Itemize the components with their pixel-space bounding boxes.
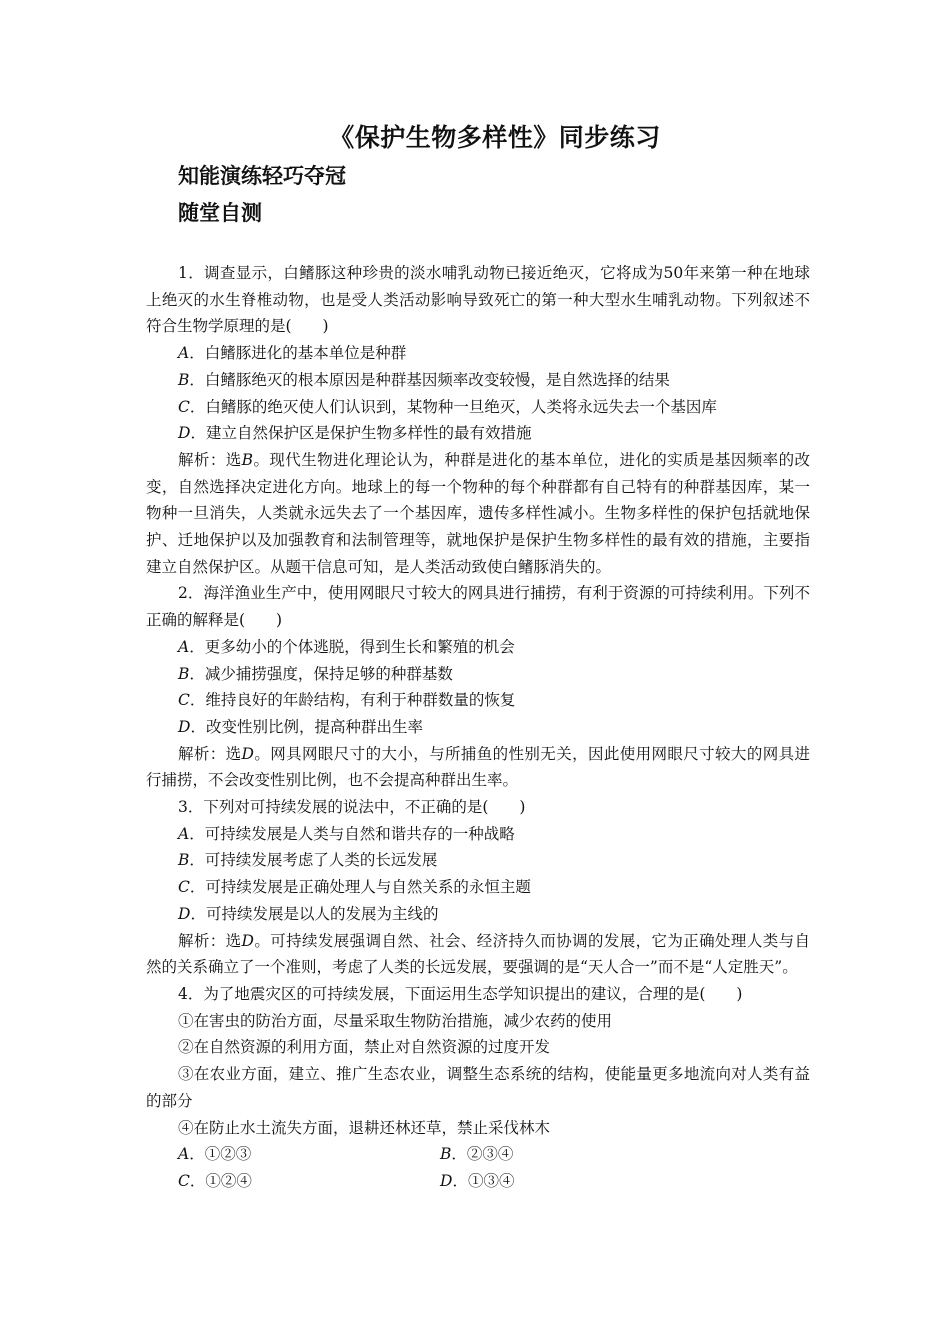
question-1-option-b: B．白鳍豚绝灭的根本原因是种群基因频率改变较慢，是自然选择的结果 [178,370,670,389]
question-1-option-a: A．白鳍豚进化的基本单位是种群 [178,344,407,363]
question-1-stem: 1．调查显示，白鳍豚这种珍贵的淡水哺乳动物已接近绝灭，它将成为50年来第一种在地球上绝灭的水生脊椎动物，也是受人类活动影响导致死亡的第一种大型水生哺乳动物。下列叙述不符合生物学原理的是( ) [146,264,810,336]
question-3-option-d: D．可持续发展是以人的发展为主线的 [178,904,439,923]
question-4-options-row-1 [146,1141,810,1168]
question-1-option-d: D．建立自然保护区是保护生物多样性的最有效措施 [178,424,532,443]
question-4-options-row-2 [146,1168,810,1195]
question-4-item-4: ④在防止水土流失方面，退耕还林还草，禁止采伐林木 [178,1118,551,1137]
question-3-option-a: A．可持续发展是人类与自然和谐共存的一种战略 [178,824,515,843]
question-1-analysis: 解析：选B。现代生物进化理论认为，种群是进化的基本单位，进化的实质是基因频率的改变，自然选择决定进化方向。地球上的每一个物种的每个种群都有自己特有的种群基因库，某一物种一旦消失，人类就永远失去了一个基因库，遗传多样性减小。生物多样性的保护包括就地保护、迁地保护以及加强教育和法制管理等，就地保护是保护生物多样性的最有效的措施，主要指建立自然保护区。从题干信息可知，是人类活动致使白鳍豚消失的。 [146,450,810,576]
question-3-option-c: C．可持续发展是正确处理人与自然关系的永恒主题 [178,878,531,897]
question-4-option-a: A．①②③ [178,1145,252,1164]
question-4-item-3: ③在农业方面，建立、推广生态农业，调整生态系统的结构，使能量更多地流向对人类有益的部分 [146,1065,810,1110]
question-2-option-a: A．更多幼小的个体逃脱，得到生长和繁殖的机会 [178,637,515,656]
question-2-option-c: C．维持良好的年龄结构，有利于种群数量的恢复 [178,691,516,710]
question-4-item-1: ①在害虫的防治方面，尽量采取生物防治措施，减少农药的使用 [178,1011,613,1030]
question-3-analysis: 解析：选D。可持续发展强调自然、社会、经济持久而协调的发展，它为正确处理人类与自然的关系确立了一个准则，考虑了人类的长远发展，要强调的是“天人合一”而不是“人定胜天”。 [146,931,810,977]
question-3-stem: 3．下列对可持续发展的说法中，不正确的是( ) [178,798,526,817]
section-heading-practice: 知能演练轻巧夺冠 [178,163,346,188]
question-list [146,260,810,1195]
question-2-option-b: B．减少捕捞强度，保持足够的种群基数 [178,664,453,683]
question-4-stem: 4．为了地震灾区的可持续发展，下面运用生态学知识提出的建议，合理的是( ) [178,984,743,1003]
question-4-option-b: B．②③④ [440,1145,514,1164]
question-2-analysis: 解析：选D。网具网眼尺寸的大小，与所捕鱼的性别无关，因此使用网眼尺寸较大的网具进行捕捞，不会改变性别比例，也不会提高种群出生率。 [146,744,810,790]
question-1-option-c: C．白鳍豚的绝灭使人们认识到，某物种一旦绝灭，人类将永远失去一个基因库 [178,397,717,416]
question-4-item-2: ②在自然资源的利用方面，禁止对自然资源的过度开发 [178,1038,551,1057]
question-2-option-d: D．改变性别比例，提高种群出生率 [178,717,423,736]
question-4-option-d: D．①③④ [440,1171,515,1190]
section-heading-quiz: 随堂自测 [178,200,262,225]
question-4-option-c: C．①②④ [178,1171,252,1190]
question-2-stem: 2．海洋渔业生产中，使用网眼尺寸较大的网具进行捕捞，有利于资源的可持续利用。下列不正确的解释是( ) [146,584,810,630]
question-3-option-b: B．可持续发展考虑了人类的长远发展 [178,851,438,870]
page-title: 《保护生物多样性》同步练习 [329,123,661,152]
